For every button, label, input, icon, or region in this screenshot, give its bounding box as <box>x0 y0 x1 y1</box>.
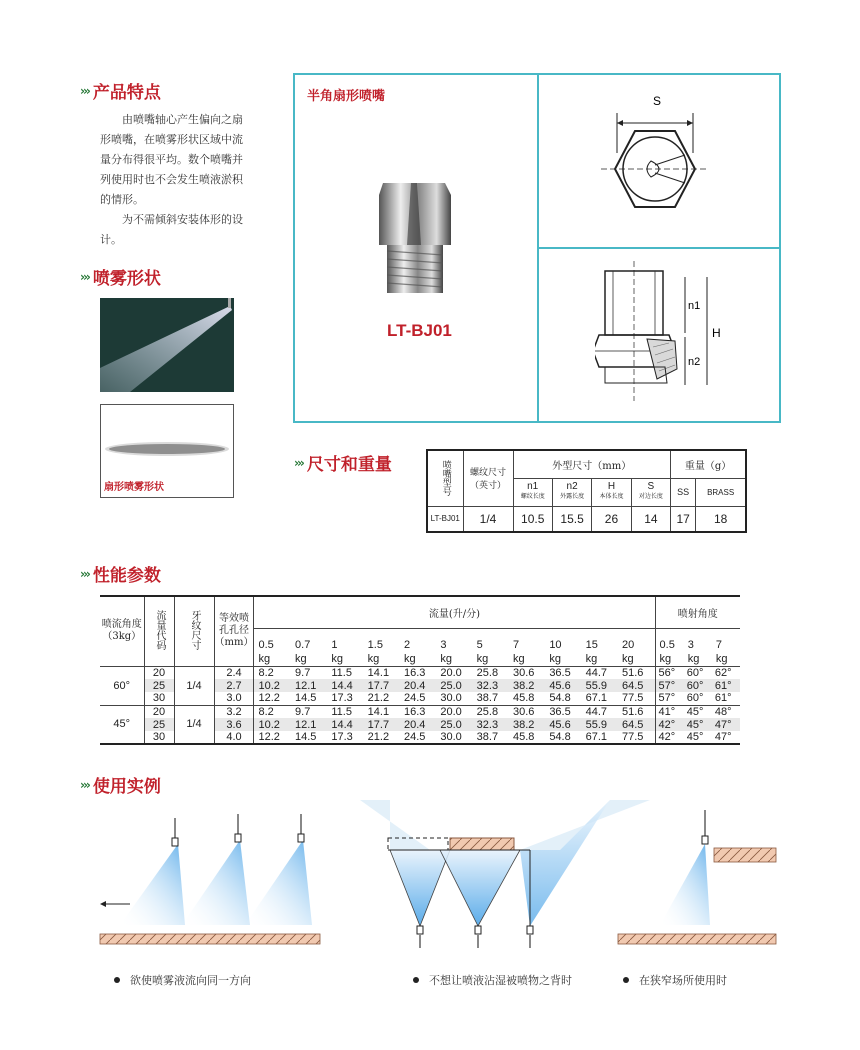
perf-angle: 60° <box>100 666 144 705</box>
usage-title: ››› 使用实例 <box>80 777 161 797</box>
performance-grid <box>100 595 740 745</box>
perf-row: 25 2.7 10.2 12.1 14.4 17.7 20.4 25.0 32.3 38.2 45.6 55.9 64.5 57° 60° 61° <box>100 679 740 692</box>
nozzle-photo <box>365 175 465 305</box>
usage-caption-1: 欲使喷雾液流向同一方向 <box>114 972 251 988</box>
features-text: 由喷嘴轴心产生偏向之扇 形喷嘴，在喷雾形状区域中流 量分布得很平均。数个喷嘴并 列使用时也不会发生喷液淤积 的情形。 为不需倾斜安装体形的设 计。 <box>100 113 243 246</box>
dimensions-title: ››› 尺寸和重量 <box>294 455 392 475</box>
dim-header-thread: 螺纹尺寸（英寸） <box>463 450 513 506</box>
dim-s-label: S <box>653 94 662 108</box>
usage-scene-same-direction <box>100 814 320 944</box>
spray-photo <box>100 298 234 392</box>
usage-illustrations <box>90 800 790 960</box>
features-title: ››› 产品特点 <box>80 83 161 103</box>
dim-header-model: 喷嘴型号 <box>427 450 463 506</box>
perf-header-thread: 牙纹尺寸 <box>189 609 200 650</box>
spray-pattern-box <box>100 404 234 498</box>
perf-header-dia: 等效喷孔孔径（mm） <box>214 596 254 666</box>
perf-header-flow: 流量(升/分) <box>254 596 655 628</box>
performance-table <box>100 595 740 745</box>
chevron-icon: ››› <box>80 83 89 98</box>
perf-angle: 45° <box>100 705 144 744</box>
perf-pressure-header: 20 kg <box>618 628 655 666</box>
perf-spray-pressure-header: 0.5 kg <box>659 638 675 665</box>
perf-row: 45° 20 1/4 3.2 8.2 9.7 11.5 14.1 16.3 20.0 25.8 30.6 36.5 44.7 51.6 41° 45° 48° <box>100 705 740 718</box>
perf-pressure-header: 0.5 kg <box>258 638 274 665</box>
perf-pressure-header: 10 kg <box>549 638 562 665</box>
bullet-icon <box>623 977 629 983</box>
perf-row: 60° 20 1/4 2.4 8.2 9.7 11.5 14.1 16.3 20.0 25.8 30.6 36.5 44.7 51.6 56° 60° 62° <box>100 666 740 679</box>
dim-header-weight: 重量（g） <box>671 450 746 478</box>
perf-pressure-header: 7 kg <box>512 638 525 665</box>
perf-header-angle: 喷流角度（3kg） <box>100 596 144 666</box>
perf-pressure-header: 1.5 kg <box>367 638 383 665</box>
perf-pressure-header: 15 kg <box>585 638 598 665</box>
dim-header-outer: 外型尺寸（mm） <box>513 450 671 478</box>
perf-row: 25 3.6 10.2 12.1 14.4 17.7 20.4 25.0 32.3 38.2 45.6 55.9 64.5 42° 45° 47° <box>100 718 740 731</box>
dim-n1-label: n1 <box>688 300 701 312</box>
spray-pattern-label: 扇形喷雾形状 <box>104 482 164 493</box>
perf-header-code: 流量代码 <box>154 609 165 650</box>
perf-thread: 1/4 <box>174 705 214 744</box>
dim-h-label: H <box>712 326 721 340</box>
chevron-icon: ››› <box>80 269 89 284</box>
arrow-left-icon <box>100 901 106 907</box>
performance-title: ››› 性能参数 <box>80 566 161 586</box>
perf-spray-pressure-header: 7 kg <box>715 638 728 665</box>
perf-row: 30 4.0 12.2 14.5 17.3 21.2 24.5 30.0 38.7 45.8 54.8 67.1 77.5 42° 45° 47° <box>100 731 740 744</box>
bullet-icon <box>114 977 120 983</box>
dim-row: LT-BJ01 1/4 10.5 15.5 26 14 17 18 <box>427 506 746 532</box>
top-view-diagram <box>595 91 715 231</box>
product-name: 半角扇形喷嘴 <box>307 89 386 104</box>
usage-scene-narrow-space <box>618 810 776 944</box>
side-view-diagram <box>595 261 745 411</box>
product-model: LT-BJ01 <box>387 321 452 340</box>
spray-shape-title: ››› 喷雾形状 <box>80 269 161 289</box>
chevron-icon: ››› <box>294 455 303 470</box>
perf-pressure-header: 0.7 kg <box>295 638 311 665</box>
usage-caption-2: 不想让喷液沾湿被喷物之背时 <box>413 972 572 988</box>
chevron-icon: ››› <box>80 566 89 581</box>
usage-scene-no-back-wetting <box>360 800 650 948</box>
usage-caption-3: 在狭窄场所使用时 <box>623 972 727 988</box>
bullet-icon <box>413 977 419 983</box>
perf-pressure-header: 5 kg <box>476 638 489 665</box>
chevron-icon: ››› <box>80 777 89 792</box>
product-frame <box>293 73 781 423</box>
perf-pressure-header: 3 kg <box>440 638 452 665</box>
perf-thread: 1/4 <box>174 666 214 705</box>
perf-pressure-header: 1 kg <box>331 638 343 665</box>
perf-header-spray: 喷射角度 <box>655 596 740 628</box>
perf-pressure-header: 2 kg <box>404 638 416 665</box>
dim-n2-label: n2 <box>688 356 701 368</box>
perf-spray-pressure-header: 3 kg <box>687 638 700 665</box>
perf-row: 30 3.0 12.2 14.5 17.3 21.2 24.5 30.0 38.7 45.8 54.8 67.1 77.5 57° 60° 61° <box>100 692 740 705</box>
dimensions-table: 喷嘴型号 螺纹尺寸（英寸） 外型尺寸（mm） 重量（g） n1 螺纹长度 n2 外露长度 H 本体长度 S 对边长度 SS BRASS LT-BJ01 1/4 10.5 15.5 26 14 17 18 <box>426 449 747 533</box>
